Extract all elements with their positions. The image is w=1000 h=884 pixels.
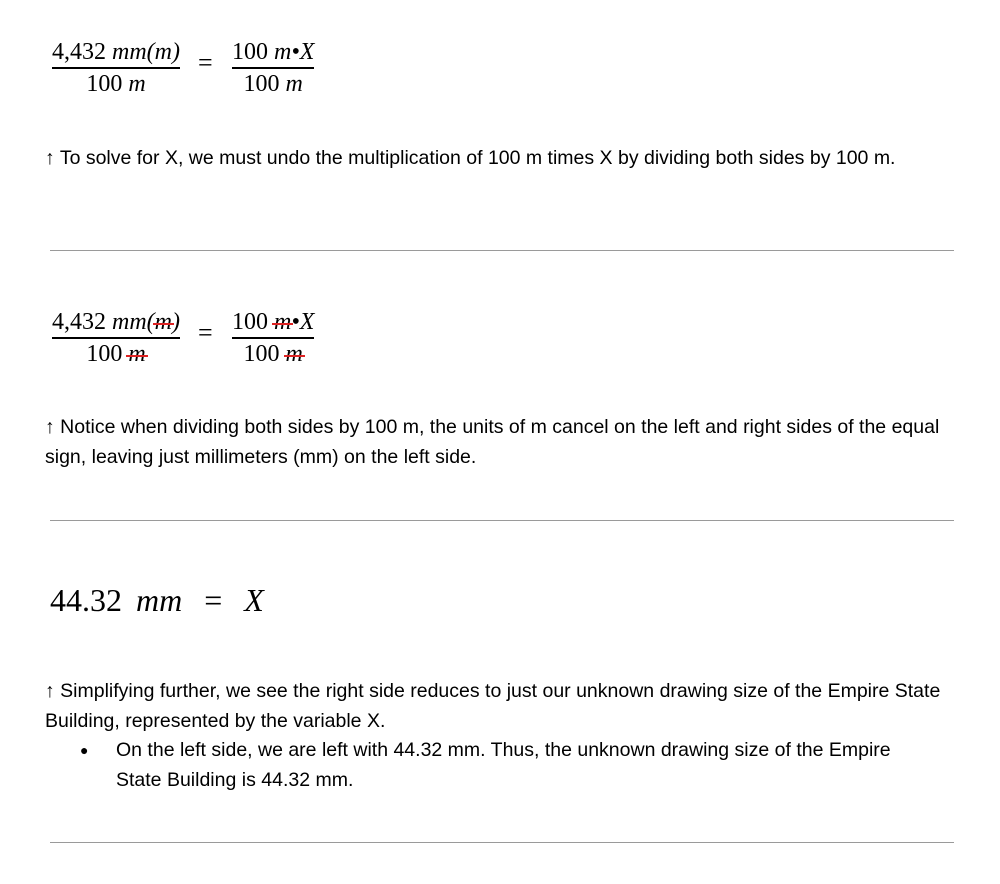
note-3: ↑ Simplifying further, we see the right side reduces to just our unknown drawing size of the Empire State Building, represented by the variable X. [45, 680, 941, 732]
eq2-right-fraction-bar [232, 337, 314, 339]
eq1-right-fraction [232, 38, 314, 98]
eq1-left-fraction-bar [52, 67, 180, 69]
eq1-left-numerator [52, 38, 180, 66]
eq2-right-den-value: 100 [243, 340, 280, 367]
divider-1 [50, 250, 954, 251]
eq2-right-num-value: 100 [232, 309, 268, 335]
eq2-left-num-units: mm( [112, 309, 155, 335]
eq1-left-den-unit: m [128, 70, 146, 97]
eq2-right-numerator [232, 308, 314, 336]
bullet-marker: ● [80, 742, 89, 758]
eq2-right-num-cancelled-unit: m [274, 309, 292, 335]
eq1-left-fraction [52, 38, 180, 98]
note-1: ↑ To solve for X, we must undo the multiplication of 100 m times X by dividing both sides by 100 m. [45, 147, 896, 169]
eq1-equals-sign: = [198, 48, 213, 77]
eq3-variable: X [244, 582, 264, 618]
eq1-right-num-term: m•X [274, 39, 315, 65]
eq3-equals-sign: = [204, 582, 223, 618]
eq1-left-num-value: 4,432 [52, 39, 106, 65]
divider-3 [50, 842, 954, 843]
bullet-text: On the left side, we are left with 44.32 mm. Thus, the unknown drawing size of the Empire State Building is 44.32 mm. [116, 739, 891, 791]
eq3-unit: mm [136, 582, 183, 618]
eq2-left-num-value: 4,432 [52, 309, 106, 335]
eq2-left-den-cancelled-unit: m [128, 340, 146, 367]
eq2-left-denominator [52, 340, 180, 368]
eq1-right-num-value: 100 [232, 39, 268, 65]
divider-2 [50, 520, 954, 521]
eq1-right-den-unit: m [285, 70, 303, 97]
eq1-left-num-units: mm(m) [112, 39, 180, 65]
equation-3 [50, 582, 264, 619]
eq1-left-den-value: 100 [86, 70, 123, 97]
eq2-left-fraction-bar [52, 337, 180, 339]
eq1-right-den-value: 100 [243, 70, 280, 97]
eq1-right-fraction-bar [232, 67, 314, 69]
eq2-left-num-cancelled-unit: m [154, 309, 172, 335]
eq1-right-denominator [232, 70, 314, 98]
eq2-right-num-rest: •X [291, 309, 315, 335]
eq2-right-fraction [232, 308, 314, 368]
eq2-right-denominator [232, 340, 314, 368]
eq2-equals-sign: = [198, 318, 213, 347]
eq2-left-num-close: ) [172, 309, 180, 335]
eq2-left-fraction [52, 308, 180, 368]
eq2-left-numerator [52, 308, 180, 336]
eq1-right-numerator [232, 38, 314, 66]
eq2-right-den-cancelled-unit: m [285, 340, 303, 367]
eq3-value: 44.32 [50, 582, 122, 618]
note-2: ↑ Notice when dividing both sides by 100 m, the units of m cancel on the left and right sides of the equal sign, leaving just millimeters (mm) on the left side. [45, 416, 940, 468]
eq1-left-denominator [52, 70, 180, 98]
eq2-left-den-value: 100 [86, 340, 123, 367]
